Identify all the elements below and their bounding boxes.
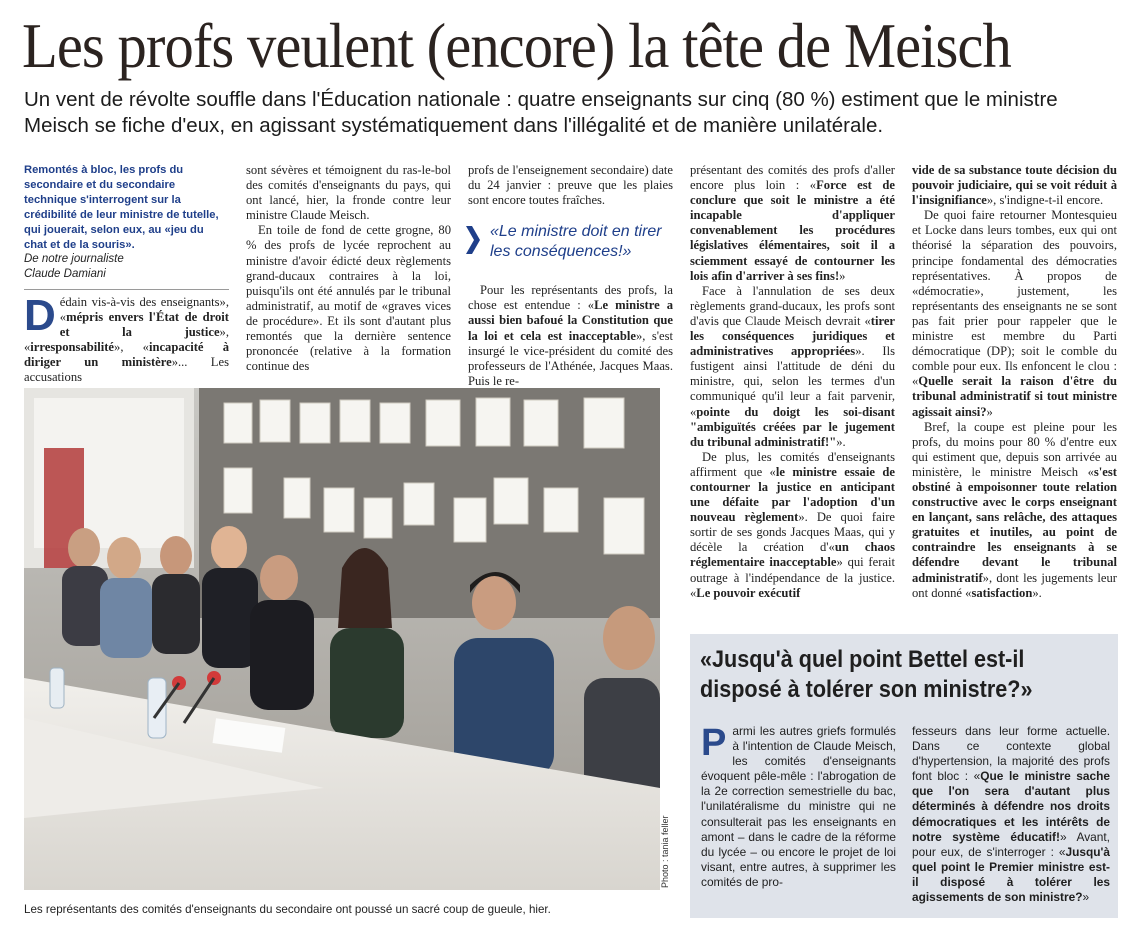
sidebar-col2-bold-b: Jusqu'à quel point le Premier ministre est-il disposé à tolérer les agissements de son ministre? [912,844,1110,905]
col1-text-b: », « [24,325,229,355]
col5-p2-bold: Quelle serait la raison d'être du tribunal administratif si tout ministre agissait ainsi? [912,374,1117,419]
col1-bold-c: incapacité à diriger un ministère [24,340,229,370]
col4-p3-text-e: » qui ferait outrage à l'indépendance de la justice. « [690,555,895,600]
col5-p1-text: », s'indigne-t-il encore. [986,193,1104,208]
pull-quote: «Le ministre doit en tirer les conséquences!» [490,223,662,260]
chevron-right-icon [466,226,480,254]
press-conference-photo [24,388,660,890]
lead-paragraph: Remontés à bloc, les profs du secondaire et du secondaire technique s'interrogent sur la crédibilité de leur ministre de tutelle, qui jouerait, selon eux, au «jeu du chat et de la souris». [24,164,219,251]
col5-p2-text: De quoi faire retourner Montesquieu et Locke dans leurs tombes, eux qui ont théorisé la séparation des pouvoirs, principe fondamental des démocraties représentatives. À propos de «démocratie», justement, les représentants des enseignants ne se sont pas fait prier pour rappeler que le ministre est membre du Parti démocratique (DP); soit le comble du comble pour eux. Ils enfoncent le clou : « [912,208,1117,389]
sidebar-col2-text-a: fesseurs dans leur forme actuelle. Dans ce contexte global d'hypertension, la majorité des profs font bloc : « [912,724,1110,784]
col5-p2-text-c: » [986,404,993,419]
col5-paragraph-3 [912,420,1117,601]
col4-paragraph-2 [690,284,895,450]
col5-paragraph-1 [912,163,1117,208]
col4-p2-bold-b: tirer les conséquences juridiques et administratives appropriées [690,313,895,359]
col2-paragraph-1: sont sévères et témoignent du ras-le-bol des comités d'enseignants du pays, qui ont lancé, hier, la fronde contre leur ministre Claude Meisch. [246,163,451,223]
col4-p3-text-c: ». De quoi faire sortir de ses gonds Jacques Maas, qui y décèle la création d'« [690,510,896,555]
col3-text-a: Pour les représentants des profs, la chose est entendue : « [468,283,673,313]
col4-p2-text-a: Face à l'annulation de ses deux règlements grand-ducaux, les profs sont d'avis que Claude Meisch devrait « [690,283,895,328]
article-column-3 [468,163,673,389]
col3-paragraph-2 [468,283,673,389]
headline: Les profs veulent (encore) la tête de Meisch [22,11,1011,81]
article-column-1 [24,291,229,386]
byline-role: De notre journaliste [24,253,124,265]
sidebar-title [700,645,1069,705]
col4-p3-bold-b: le ministre essaie de contourner la justice en anticipant une défaite par l'adoption d'un nouveau règlement [690,464,895,525]
col3-text-c: », s'est insurgé le vice-président du comité des professeurs de l'Athénée, Jacques Maas. Puis le re- [468,328,673,388]
sidebar-column-1 [701,724,896,890]
sidebar-paragraph-1 [701,724,896,890]
sidebar-title-line-1: «Jusqu'à quel point Bettel est-il [700,646,1025,673]
col4-p3-text-a: De plus, les comités d'enseignants affirment que « [690,449,895,479]
col5-p3-bold-d: satisfaction [971,585,1033,600]
photo-illustration [24,388,660,890]
col1-text-c: », « [114,340,149,355]
sidebar-column-2 [912,724,1110,905]
col1-text-d: »... Les accusations [24,355,229,385]
photo-caption: Les représentants des comités d'enseignants du secondaire ont poussé un sacré coup de gueule, hier. [24,903,551,916]
col2-paragraph-2: En toile de fond de cette grogne, 80 % des profs de lycée reprochent au ministre d'avoir édicté deux règlements grand-ducaux contraires à la loi, puisqu'ils ont été annulés par le tribunal administratif, au motif de «graves vices de procédure». Et ils sont d'autant plus remontés que la dernière sentence prononcée (relative à la formation continue des [246,223,451,374]
col3-bold: Le ministre a aussi bien bafoué la Constitution que la loi et cela est inacceptable [468,298,674,343]
article-column-5 [912,163,1117,601]
col4-p3-bold-f: Le pouvoir exécutif [696,585,801,600]
col4-p2-bold-d: pointe du doigt les soi-disant "ambiguïtés créées par le jugement du tribunal administratif!" [690,404,895,449]
col4-p2-text-e: ». [836,434,846,449]
sidebar-col1-text: armi les autres griefs formulés à l'intention de Claude Meisch, les comités d'enseignants évoquent pêle-mêle : l'abrogation de la 2e correction semestrielle du bac, l'unilatéralisme du ministre qui ne consulterait pas les enseignants en amont – dans le cadre de la réforme du lycée – ou encore le projet de loi visant, entre autres, à supprimer les comités de pro- [701,724,896,889]
col5-p3-bold-b: s'est obstiné à empoisonner toute relation constructive avec le corps enseignant en lançant, sans relâche, des attaques gratuites et inutiles, au point de contraindre les enseignants à se défendre devant le tribunal administratif [912,464,1117,585]
sidebar-drop-cap: P [701,722,727,764]
col4-p1-bold: Force est de conclure que soit le ministre a été incapable d'appliquer convenablement les procédures législatives élémentaires, soit il a sciemment essayé de contourner les lois afin d'arriver à ses fins! [690,178,895,283]
col4-paragraph-1 [690,163,895,284]
drop-cap: D [24,291,56,340]
col4-p2-text-c: ». Ils fustigent ainsi l'attitude de déni du ministre, qui, selon les termes d'un communiqué qu'il leur a fait parvenir, « [690,344,896,419]
col5-paragraph-2 [912,208,1117,419]
col3-paragraph-1: profs de l'enseignement secondaire) date du 24 janvier : preuve que les plaies sont encore toutes fraîches. [468,163,673,208]
sidebar-col2-text-c: » [1082,890,1090,905]
article-column-2 [246,163,451,374]
photo-credit: Photo : tania feller [660,815,670,888]
col5-p3-text-e: ». [1032,585,1042,600]
col5-p1-bold: vide de sa substance toute décision du pouvoir judiciaire, qui se voit réduit à l'insignifiance [912,163,1117,208]
standfirst: Un vent de révolte souffle dans l'Éducation nationale : quatre enseignants sur cinq (80 %) estiment que le ministre Meisch se fiche d'eux, en agissant systématiquement dans l'illégalité et de manière unilatérale. [24,88,1058,137]
col5-p3-text-a: Bref, la coupe est pleine pour les profs, du moins pour 80 % d'entre eux qui estiment que, depuis son arrivée au ministère, le ministre Meisch « [912,419,1117,479]
col1-text-a: édain vis-à-vis des enseignants», « [59,295,229,325]
sidebar-paragraph-2 [912,724,1110,905]
col1-bold-b: irresponsabilité [30,340,115,355]
article-column-4 [690,163,895,601]
byline-divider [24,289,229,290]
col5-p3-text-c: », dont les jugements leur ont donné « [912,570,1117,600]
col1-paragraph [24,291,229,386]
byline [24,252,229,282]
col4-p1-text-c: » [839,268,846,283]
byline-author: Claude Damiani [24,268,106,280]
col1-bold-a: mépris envers l'État de droit et la justice [59,310,229,340]
col4-paragraph-3 [690,450,895,601]
col4-p1-text-a: présentant des comités des profs d'aller encore plus loin : « [690,163,895,193]
sidebar-title-line-2: disposé à tolérer son ministre?» [700,676,1033,703]
sidebar-col2-text-b: » Avant, pour eux, de s'interroger : « [912,829,1110,859]
sidebar-col2-bold-a: Que le ministre sache que l'on sera d'autant plus déterminés à défendre nos droits démocratiques et les intérêts de notre système éducatif! [912,769,1110,844]
col4-p3-bold-d: un chaos réglementaire inacceptable [690,540,895,570]
